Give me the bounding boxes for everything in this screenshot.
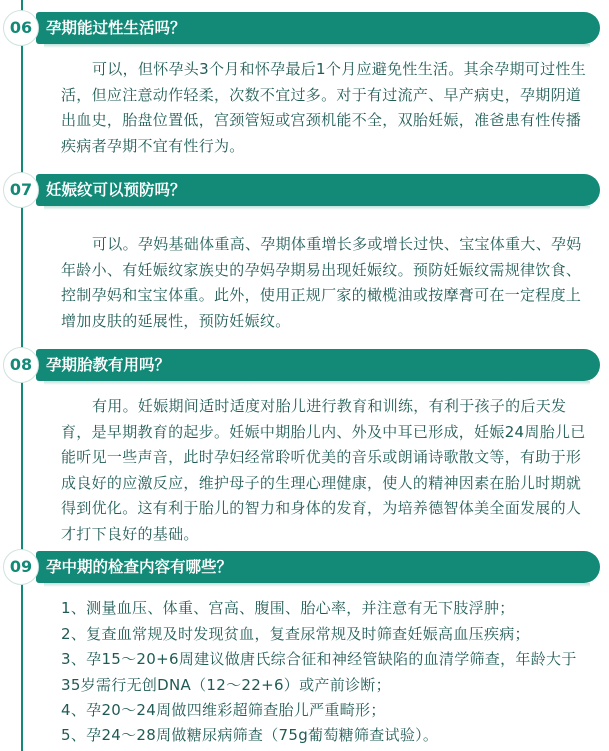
checkup-item-4: 4、孕20～24周做四维彩超筛查胎儿严重畸形；: [61, 701, 386, 719]
answer-paragraph: 可以。孕妈基础体重高、孕期体重增长多或增长过快、宝宝体重大、孕妈年龄小、有妊娠纹家族史的孕妈孕期易出现妊娠纹。预防妊娠纹需规律饮食、控制孕妈和宝宝体重。此外，使用正规厂家的橄榄油或按摩膏可在一定程度上增加皮肤的延展性，预防妊娠纹。: [61, 235, 582, 330]
checkup-item-2: 2、复查血常规及时发现贫血，复查尿常规及时筛查妊娠高血压疾病；: [61, 625, 530, 643]
answer-paragraph: 有用。妊娠期间适时适度对胎儿进行教育和训练，有利于孩子的后天发育，是早期教育的起步。妊娠中期胎儿内、外及中耳已形成，妊娠24周胎儿已能听见一些声音，此时孕妇经常聆听优美的音乐或朗诵诗歌散文等，有助于形成良好的应激反应，维护母子的生理心理健康，使人的精神因素在胎儿时期就得到优化。这有利于胎儿的智力和身体的发育，为培养德智体美全面发展的人才打下良好的基础。: [61, 397, 586, 543]
answer-paragraph: 可以，但怀孕头3个月和怀孕最后1个月应避免性生活。其余孕期可过性生活，但应注意动作轻柔，次数不宜过多。对于有过流产、早产病史，孕期阴道出血史，胎盘位置低，宫颈管短或宫颈机能不全，双胎妊娠，准爸患有性传播疾病者孕期不宜有性行为。: [61, 60, 586, 155]
question-header: [36, 174, 600, 206]
section-number-badge: 06: [3, 10, 39, 46]
checkup-item-5: 5、孕24～28周做糖尿病筛查（75g葡萄糖筛查试验）。: [61, 726, 439, 744]
question-title: 妊娠纹可以预防吗？: [46, 181, 186, 199]
question-title: 孕期能过性生活吗？: [46, 19, 186, 37]
question-header: [36, 551, 600, 583]
checkup-item-1: 1、测量血压、体重、宫高、腹围、胎心率，并注意有无下肢浮肿；: [61, 599, 515, 617]
question-header: [36, 12, 600, 44]
question-title: 孕中期的检查内容有哪些？: [46, 558, 233, 576]
checkup-item-3: 3、孕15～20+6周建议做唐氏综合征和神经管缺陷的血清学筛查，年龄大于35岁需行无创DNA（12～22+6）或产前诊断；: [61, 650, 577, 694]
section-number-badge: 08: [3, 347, 39, 383]
question-title: 孕期胎教有用吗？: [46, 356, 171, 374]
section-number-badge: 07: [3, 172, 39, 208]
section-number-badge: 09: [3, 549, 39, 585]
question-header: [36, 349, 600, 381]
